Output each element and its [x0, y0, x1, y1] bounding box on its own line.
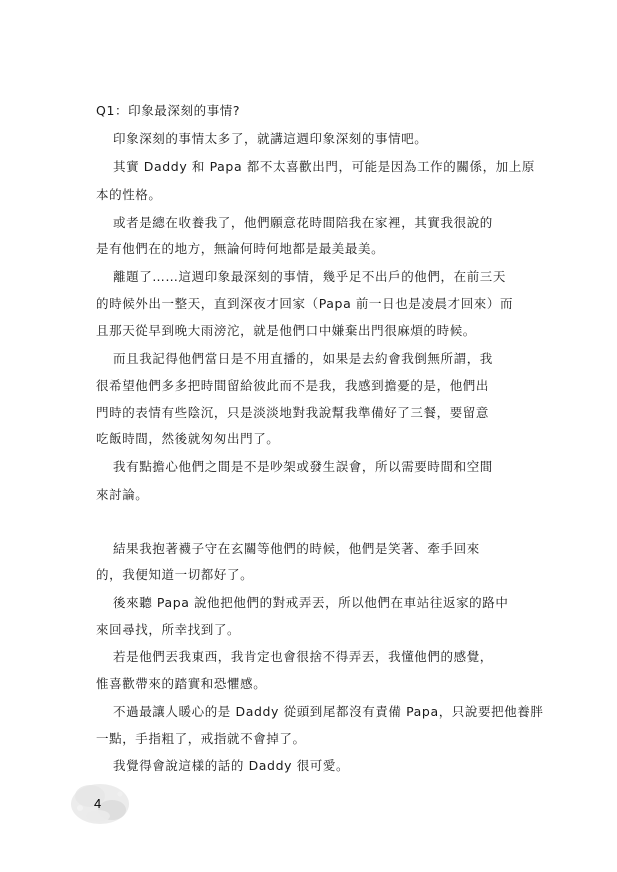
paragraph-line: 的，我便知道一切都好了。: [96, 567, 254, 582]
paragraph-line: 離題了……這週印象最深刻的事情，幾乎足不出戶的他們，在前三天: [113, 269, 507, 284]
paragraph-line: 是有他們在的地方，無論何時何地都是最美最美。: [96, 241, 385, 256]
paragraph-line: 來討論。: [96, 487, 149, 502]
paragraph-line: 門時的表情有些陰沉，只是淡淡地對我說幫我準備好了三餐，要留意: [96, 405, 490, 420]
paragraph-line: 很希望他們多多把時間留給彼此而不是我，我感到擔憂的是，他們出: [96, 378, 490, 393]
paragraph-line: 來回尋找，所幸找到了。: [96, 622, 241, 637]
paragraph-line: 其實 Daddy 和 Papa 都不太喜歡出門，可能是因為工作的關係，加上原: [113, 159, 535, 174]
paragraph-line: 而且我記得他們當日是不用直播的，如果是去約會我倒無所謂，我: [113, 351, 493, 366]
paragraph-line: 或者是總在收養我了，他們願意花時間陪我在家裡，其實我很說的: [113, 215, 493, 230]
paragraph-line: 不過最讓人暖心的是 Daddy 從頭到尾都沒有責備 Papa，只說要把他養胖: [113, 704, 544, 719]
paragraph-line: 吃飯時間，然後就匆匆出門了。: [96, 431, 280, 446]
paragraph-line: 我覺得會說這樣的話的 Daddy 很可愛。: [113, 758, 350, 773]
paragraph-line: 印象深刻的事情太多了，就講這週印象深刻的事情吧。: [113, 131, 428, 146]
paragraph-line: 且那天從早到晚大雨滂沱，就是他們口中嫌棄出門很麻煩的時候。: [96, 323, 476, 338]
paragraph-line: 一點，手指粗了，戒指就不會掉了。: [96, 731, 306, 746]
paragraph-line: 的時候外出一整天，直到深夜才回家（Papa 前一日也是凌晨才回來）而: [96, 296, 514, 311]
paragraph-line: 後來聽 Papa 說他把他們的對戒弄丟，所以他們在車站往返家的路中: [113, 595, 509, 610]
page-number: 4: [94, 796, 102, 811]
paragraph-line: 結果我抱著襪子守在玄關等他們的時候，他們是笑著、牽手回來: [113, 541, 480, 556]
paragraph-line: 我有點擔心他們之間是不是吵架或發生誤會，所以需要時間和空間: [113, 459, 493, 474]
question-heading: Q1：印象最深刻的事情?: [96, 103, 241, 118]
paragraph-line: 本的性格。: [96, 187, 162, 202]
paragraph-line: 惟喜歡帶來的踏實和恐懼感。: [96, 676, 267, 691]
paragraph-line: 若是他們丟我東西，我肯定也會很捨不得弄丟，我懂他們的感覺，: [113, 649, 493, 664]
